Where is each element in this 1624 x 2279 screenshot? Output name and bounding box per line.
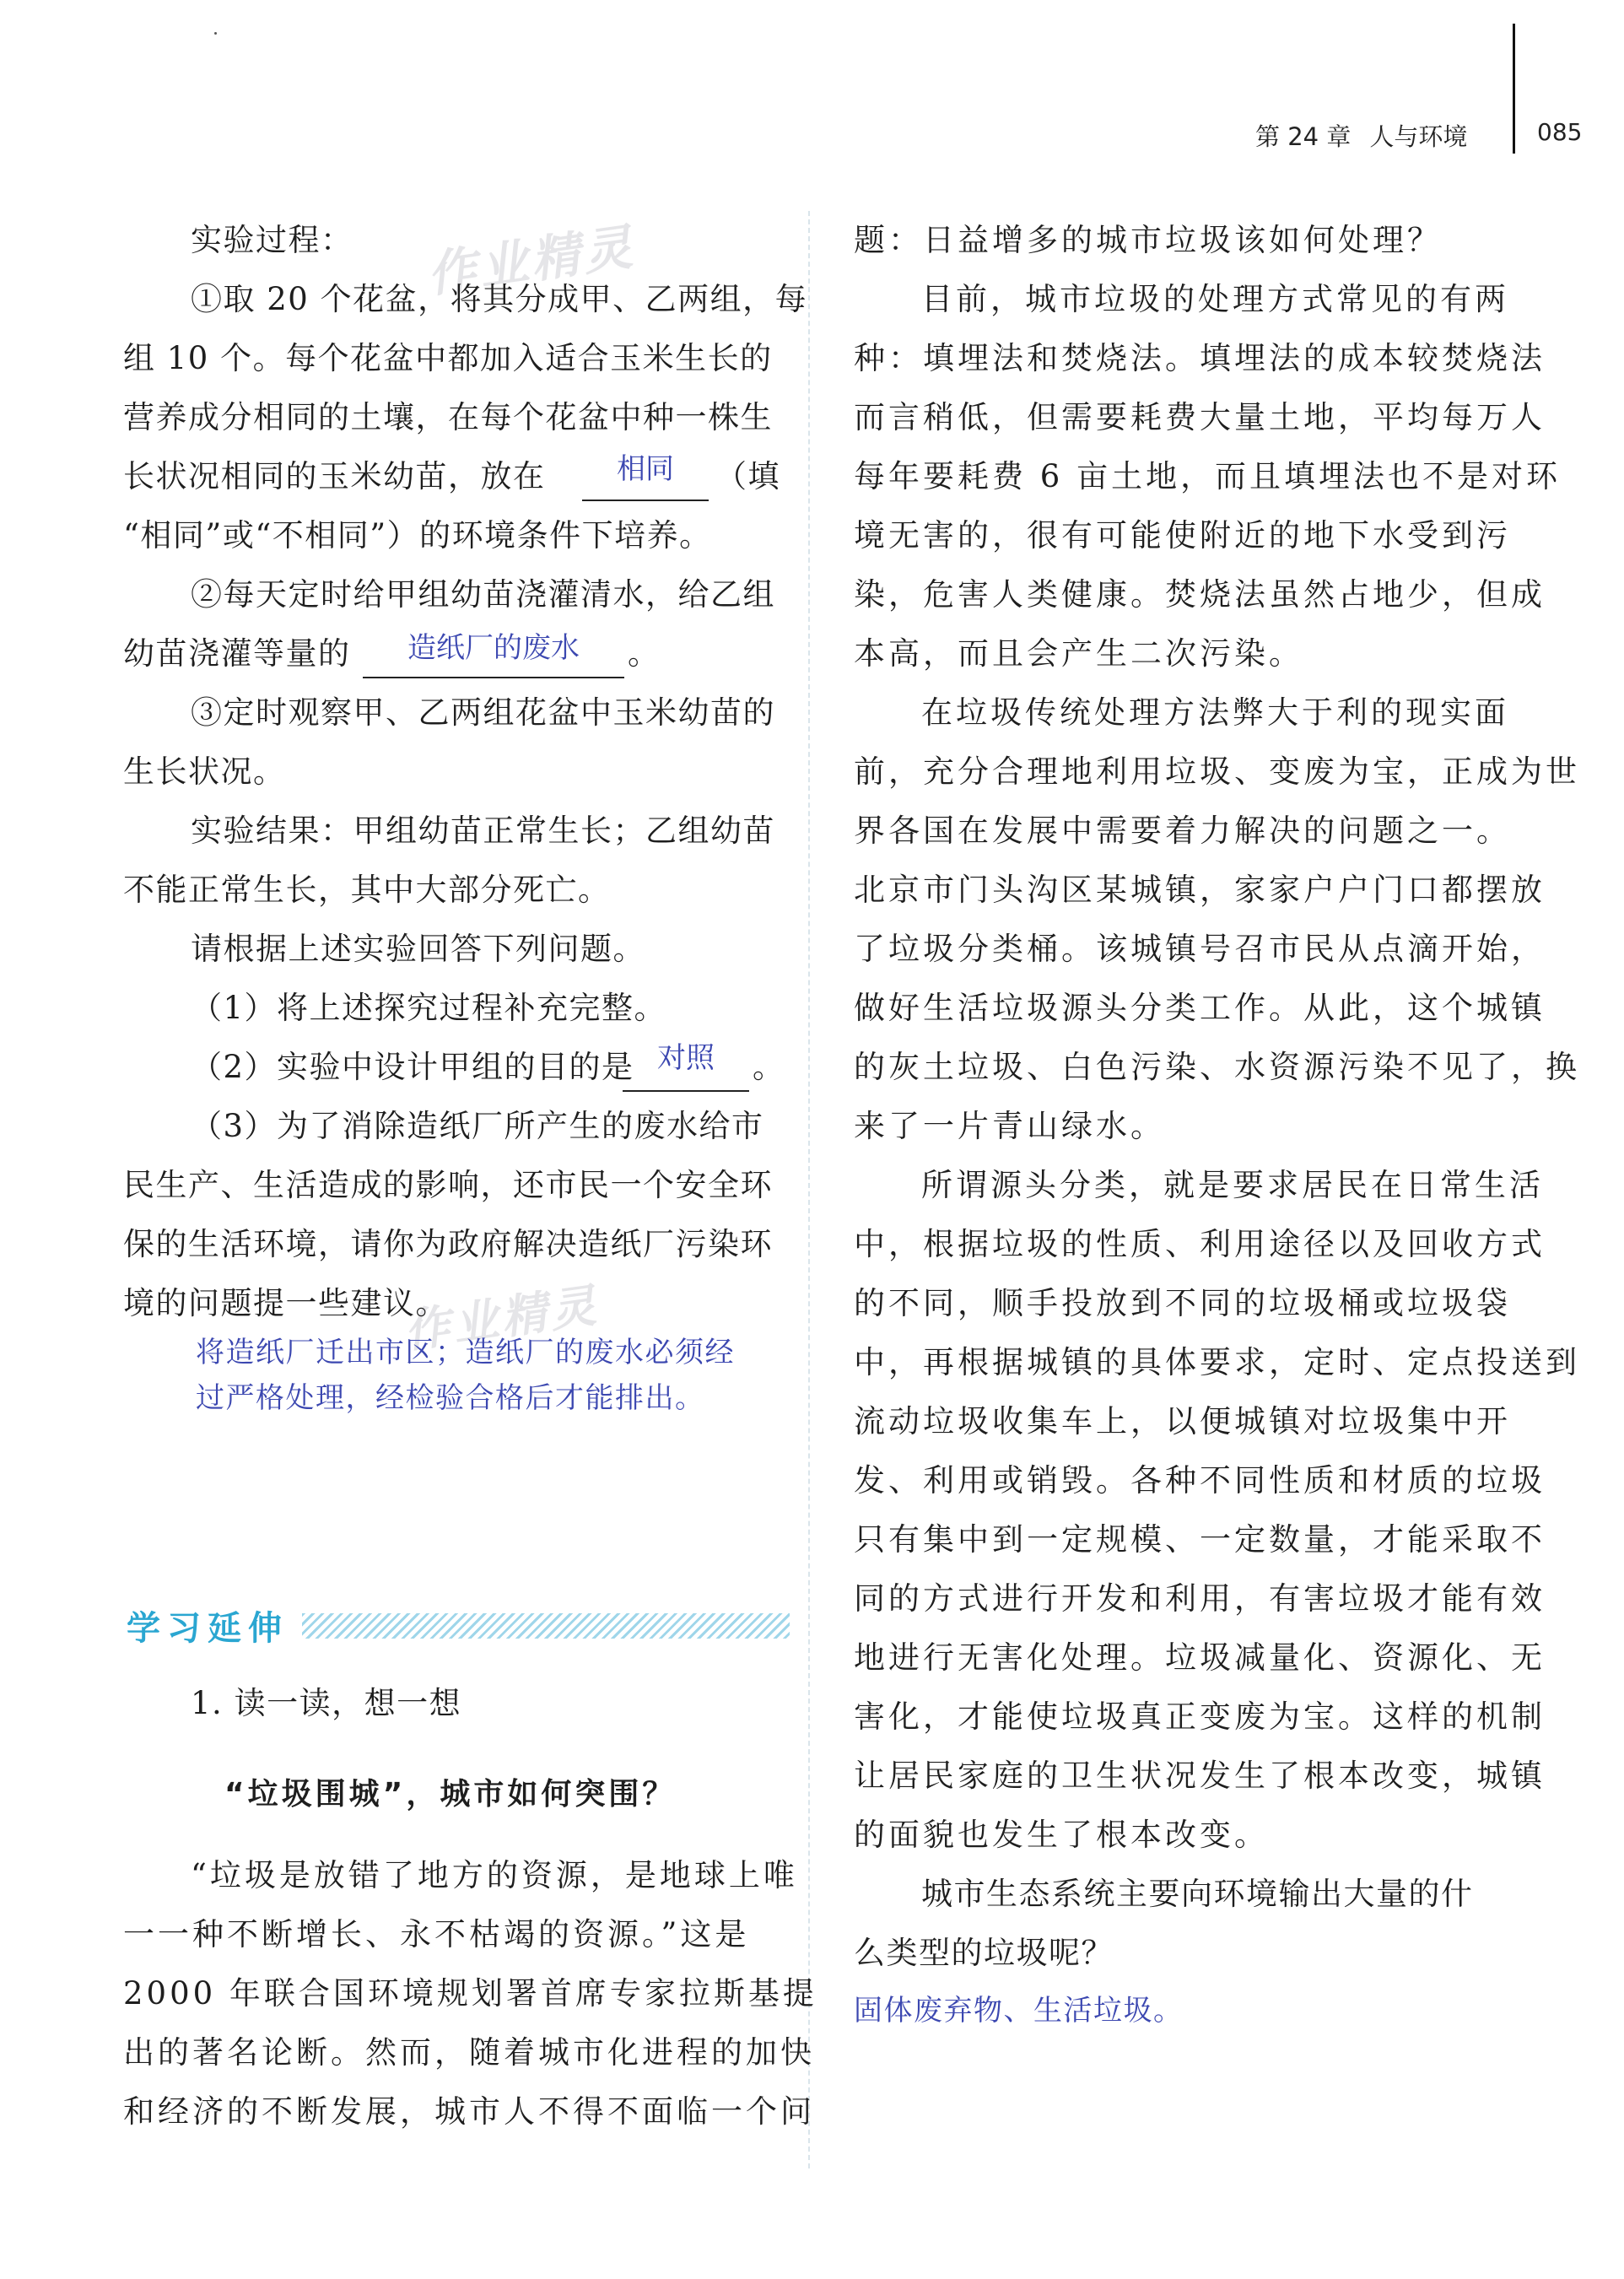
answer-same: 相同 [617,452,674,486]
text-line: 。 [753,1049,785,1085]
column-divider [808,211,810,2168]
text-line: 前，充分合理地利用垃圾、变废为宝，正成为世 [854,753,1580,790]
text-line: 请根据上述实验回答下列问题。 [191,931,645,967]
text-line: 营养成分相同的土壤，在每个花盆中种一株生 [123,399,773,435]
text-line: 地进行无害化处理。垃圾减量化、资源化、无 [854,1639,1546,1676]
text-line: 让居民家庭的卫生状况发生了根本改变，城镇 [854,1758,1546,1794]
text-line: 境的问题提一些建议。 [123,1285,448,1321]
chapter-number: 第 24 章 [1255,122,1352,151]
text-line: 一一种不断增长、永不枯竭的资源。”这是 [123,1916,750,1952]
page-number: 085 [1537,118,1583,146]
answer-wastewater: 造纸厂的废水 [407,631,580,665]
text-line: 出的著名论断。然而，随着城市化进程的加快 [123,2034,815,2071]
text-line: 做好生活垃圾源头分类工作。从此，这个城镇 [854,990,1546,1026]
text-line: 本高，而且会产生二次污染。 [854,635,1303,672]
answer-suggestion-line: 将造纸厂迁出市区；造纸厂的废水必须经 [196,1336,735,1369]
text-line: 。 [628,635,661,672]
watermark: 作业精灵 [424,218,639,304]
text-line: 2000 年联合国环境规划署首席专家拉斯基提 [123,1975,817,2012]
text-line: （1）将上述探究过程补充完整。 [191,990,667,1026]
chapter-title: 人与环境 [1369,122,1468,151]
print-dot [214,32,217,35]
text-line: ②每天定时给甲组幼苗浇灌清水，给乙组 [191,576,775,613]
text-line: ①取 20 个花盆，将其分成甲、乙两组，每 [191,281,808,317]
text-line: （填 [715,458,780,494]
text-line: 同的方式进行开发和利用，有害垃圾才能有效 [854,1580,1546,1617]
question-line: 么类型的垃圾呢？ [854,1935,1114,1971]
text-line: 发、利用或销毁。各种不同性质和材质的垃圾 [854,1462,1546,1499]
answer-control: 对照 [657,1041,715,1075]
chapter-header [1255,118,1467,153]
text-line: 不能正常生长，其中大部分死亡。 [123,872,611,908]
text-line: 流动垃圾收集车上，以便城镇对垃圾集中开 [854,1403,1511,1439]
text-line: 中，根据垃圾的性质、利用途径以及回收方式 [854,1226,1546,1262]
text-line: 北京市门头沟区某城镇，家家户户门口都摆放 [854,872,1546,908]
text-line: 长状况相同的玉米幼苗，放在 [123,458,546,494]
text-line: 种：填埋法和焚烧法。填埋法的成本较焚烧法 [854,340,1546,376]
text-line: 境无害的，很有可能使附近的地下水受到污 [854,517,1511,554]
text-line: 实验结果：甲组幼苗正常生长；乙组幼苗 [191,813,775,849]
text-line: 害化，才能使垃圾真正变废为宝。这样的机制 [854,1698,1546,1735]
text-line: 所谓源头分类，就是要求居民在日常生活 [921,1167,1544,1203]
answer-waste-type: 固体废弃物、生活垃圾。 [854,1994,1184,2028]
text-line: 界各国在发展中需要着力解决的问题之一。 [854,813,1511,849]
text-line: 组 10 个。每个花盆中都加入适合玉米生长的 [123,340,773,376]
item-heading: 1. 读一读，想一想 [191,1685,462,1721]
text-line: 染，危害人类健康。焚烧法虽然占地少，但成 [854,576,1546,613]
text-line: 的面貌也发生了根本改变。 [854,1817,1269,1853]
answer-suggestion-line: 过严格处理，经检验合格后才能排出。 [196,1381,705,1415]
section-heading [123,1601,790,1652]
section-title: 学习延伸 [127,1609,289,1648]
text-line: 来了一片青山绿水。 [854,1108,1165,1144]
text-line: “相同”或“不相同”）的环境条件下培养。 [123,517,712,554]
text-line: 每年要耗费 6 亩土地，而且填埋法也不是对环 [854,458,1562,494]
text-line: 目前，城市垃圾的处理方式常见的有两 [921,281,1509,317]
text-line: 题：日益增多的城市垃圾该如何处理？ [854,222,1442,258]
text-line: 的不同，顺手投放到不同的垃圾桶或垃圾袋 [854,1285,1511,1321]
text-line: 在垃圾传统处理方法弊大于利的现实面 [921,694,1509,731]
text-line: （2）实验中设计甲组的目的是 [191,1049,634,1085]
text-line: 中，再根据城镇的具体要求，定时、定点投送到 [854,1344,1580,1380]
text-line: 幼苗浇灌等量的 [123,635,351,672]
header-rule [1513,24,1515,154]
text-line: 了垃圾分类桶。该城镇号召市民从点滴开始， [854,931,1546,967]
text-line: （3）为了消除造纸厂所产生的废水给市 [191,1108,764,1144]
text-line: 和经济的不断发展，城市人不得不面临一个问 [123,2093,815,2130]
text-line: 实验过程： [191,222,353,258]
text-line: 的灰土垃圾、白色污染、水资源污染不见了，换 [854,1049,1580,1085]
text-line: 只有集中到一定规模、一定数量，才能采取不 [854,1521,1546,1558]
text-line: ③定时观察甲、乙两组花盆中玉米幼苗的 [191,694,775,731]
article-title: “垃圾围城”，城市如何突围？ [224,1777,677,1812]
text-line: 生长状况。 [123,753,286,790]
text-line: 民生产、生活造成的影响，还市民一个安全环 [123,1167,773,1203]
question-line: 城市生态系统主要向环境输出大量的什 [921,1876,1474,1912]
text-line: 保的生活环境，请你为政府解决造纸厂污染环 [123,1226,773,1262]
section-hatch-decoration [302,1613,790,1639]
watermark: 作业精灵 [401,1278,602,1358]
text-line: 而言稍低，但需要耗费大量土地，平均每万人 [854,399,1546,435]
text-line: “垃圾是放错了地方的资源，是地球上唯 [191,1857,798,1893]
